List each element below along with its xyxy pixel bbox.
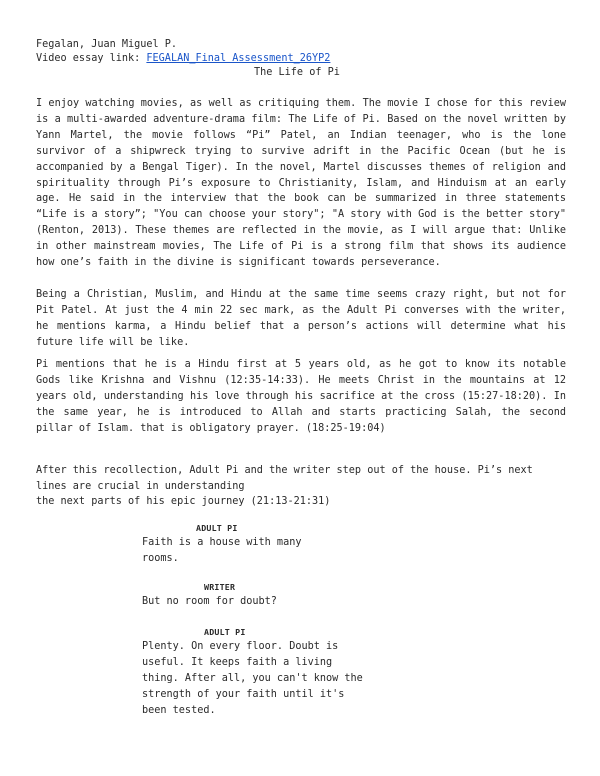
- video-link-line: [36, 52, 330, 66]
- paragraph-karma: Being a Christian, Muslim, and Hindu at the same time seems crazy right, but not for Pit Patel. At just the 4 min 22 sec mark, as the Adult Pi converses with the writer, he mentions karma, a Hindu belief that a person’s actions will determine what his future life will be like.: [36, 289, 566, 348]
- paragraph-journey: the next parts of his epic journey (21:13-21:31): [36, 496, 331, 507]
- speaker-adult-pi: ADULT PI: [196, 523, 238, 533]
- speaker-writer: WRITER: [204, 582, 236, 592]
- author-name: Fegalan, Juan Miguel P.: [36, 39, 178, 50]
- essay-title: The Life of Pi: [254, 67, 340, 78]
- dialogue-line: Plenty. On every floor. Doubt is useful. It keeps faith a living thing. After all, you can't know the strength of your faith until it's been tested.: [142, 641, 363, 716]
- paragraph-intro: I enjoy watching movies, as well as critiquing them. The movie I chose for this review is a multi-awarded adventure-drama film: The Life of Pi. Based on the novel written by Yann Martel, the movie follows “Pi” Patel, an Indian teenager, who is the lone survivor of a shipwreck trying to survive adrift in the Pacific Ocean (but he is accompanied by a Bengal Tiger). In the novel, Martel discusses themes of religion and spirituality through Pi’s exposure to Christianity, Islam, and Hinduism at an early age. He said in the interview that the book can be summarized in three statements “Life is a story”; "You can choose your story"; "A story with God is the better story" (Renton, 2013). These themes are reflected in the movie, as I will argue that: Unlike in other mainstream movies, The Life of Pi is a strong film that shows its audience how one’s faith in the divine is significant towards perseverance.: [36, 98, 566, 269]
- paragraph-recollection: After this recollection, Adult Pi and the writer step out of the house. Pi’s next lines are crucial in understanding: [36, 465, 533, 492]
- paragraph-religions: Pi mentions that he is a Hindu first at 5 years old, as he got to know its notable Gods like Krishna and Vishnu (12:35-14:33). He meets Christ in the mountains at 12 years old, understanding his love through his sacrifice at the cross (15:27-18:20). In the same year, he is introduced to Allah and starts practicing Salah, the second pillar of Islam. that is obligatory prayer. (18:25-19:04): [36, 359, 566, 434]
- dialogue-line: Faith is a house with many rooms.: [142, 537, 302, 564]
- video-essay-link[interactable]: FEGALAN_Final Assessment_26YP2: [146, 53, 331, 64]
- video-link-label: Video essay link:: [36, 53, 147, 64]
- dialogue-line: But no room for doubt?: [142, 596, 277, 607]
- speaker-adult-pi: ADULT PI: [204, 627, 246, 637]
